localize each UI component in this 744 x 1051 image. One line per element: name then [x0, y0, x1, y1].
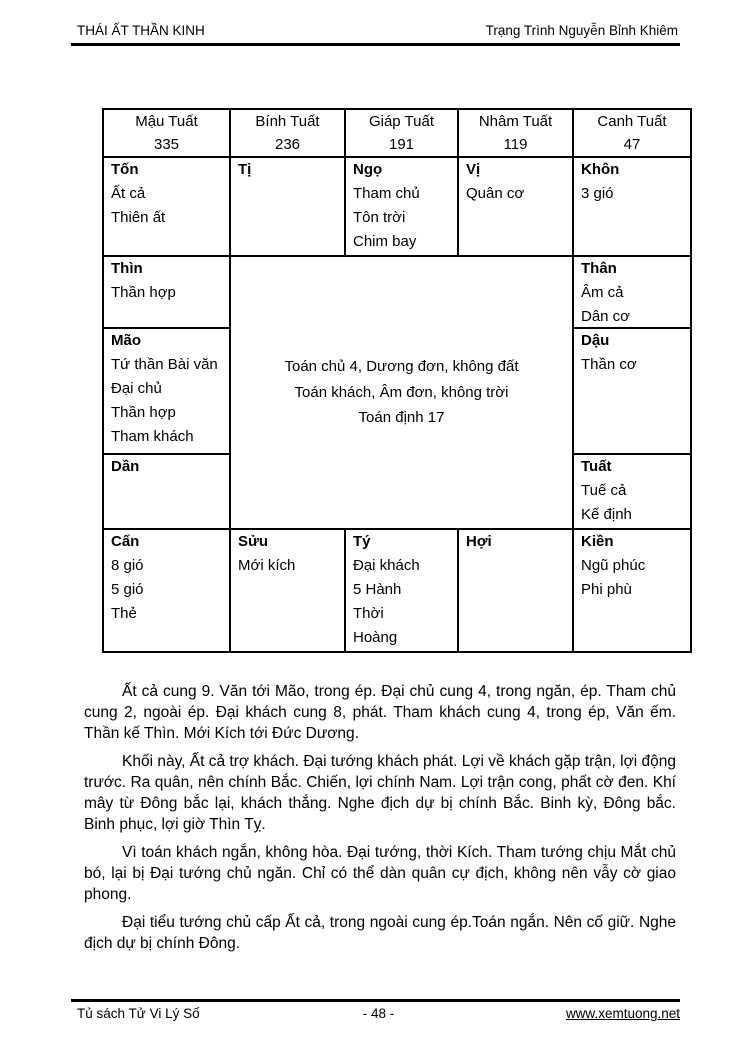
year-cell — [459, 110, 572, 156]
year-value: 236 — [274, 136, 301, 153]
footer-series-title: Tủ sách Tử Vi Lý Số — [77, 1006, 200, 1021]
palace-line: Ất cả — [111, 185, 146, 202]
palace-title: Tị — [238, 161, 252, 178]
author-name: Trạng Trình Nguyễn Bỉnh Khiêm — [485, 23, 678, 38]
palace-cell — [459, 530, 572, 651]
palace-cell — [231, 158, 344, 255]
year-cell — [231, 110, 344, 156]
year-value: 335 — [153, 136, 180, 153]
palace-line: Thời — [353, 605, 384, 622]
palace-line: Thiên ất — [111, 209, 166, 226]
body-paragraph: Khối này, Ất cả trợ khách. Đại tướng khách phát. Lợi về khách gặp trận, lợi động trước. Ra quân, nên chính Bắc. Chiến, lợi chính Nam. Lợi trận cong, phất cờ đen. Khí mây từ Đông bắc lại, khách thắng. Nghe địch dự bị chính Bắc. Binh kỳ, Đông bắc. Binh phục, lợi giờ Thìn Tỵ. — [84, 753, 676, 833]
thai-at-chart — [102, 108, 692, 653]
year-name: Mậu Tuất — [135, 113, 198, 130]
year-value: 191 — [388, 136, 415, 153]
palace-title: Sửu — [238, 533, 269, 550]
palace-cell — [346, 530, 457, 651]
chart-center-summary — [231, 257, 572, 528]
palace-title: Cấn — [111, 533, 140, 550]
palace-line: Thẻ — [111, 605, 137, 622]
palace-line: 5 Hành — [353, 581, 402, 598]
palace-title: Mão — [111, 332, 141, 349]
palace-title: Hợi — [466, 533, 492, 550]
palace-cell — [574, 530, 690, 651]
palace-line: Tham chủ — [353, 185, 420, 202]
palace-title: Kiền — [581, 533, 614, 550]
palace-cell — [104, 158, 229, 255]
palace-line: 8 gió — [111, 557, 144, 574]
palace-line: Tôn trời — [353, 209, 406, 226]
palace-cell — [346, 158, 457, 255]
page-footer — [77, 1006, 680, 1022]
palace-line: Tứ thần Bài văn — [111, 356, 218, 373]
book-title: THÁI ẤT THẦN KINH — [77, 23, 205, 38]
palace-line: Dân cơ — [581, 308, 631, 325]
body-paragraph: Ất cả cung 9. Văn tới Mão, trong ép. Đại chủ cung 4, trong ngăn, ép. Tham chủ cung 2, ngoài ép. Đại khách cung 8, phát. Tham khách cung 4, trong ép, Văn ếm. Thần kế Thìn. Mới Kích tới Đức Dương. — [84, 683, 676, 742]
page-header — [77, 23, 678, 39]
palace-title: Dần — [111, 458, 140, 475]
palace-title: Ngọ — [353, 161, 383, 178]
year-value: 47 — [623, 136, 641, 153]
palace-line: Mới kích — [238, 557, 296, 574]
palace-cell — [574, 257, 690, 327]
palace-cell — [574, 329, 690, 453]
palace-title: Tuất — [581, 458, 612, 475]
palace-cell — [459, 158, 572, 255]
palace-line: Quân cơ — [466, 185, 525, 202]
year-name: Bính Tuất — [255, 113, 320, 130]
palace-cell — [104, 329, 229, 453]
center-line: Toán khách, Âm đơn, không trời — [294, 383, 509, 401]
palace-line: Ngũ phúc — [581, 557, 646, 574]
palace-line: 3 gió — [581, 185, 614, 202]
palace-cell — [104, 455, 229, 528]
center-line: Toán chủ 4, Dương đơn, không đất — [284, 358, 519, 376]
footer-divider — [71, 999, 680, 1002]
palace-cell — [574, 455, 690, 528]
body-text — [84, 681, 676, 961]
palace-title: Tý — [353, 533, 371, 550]
year-value: 119 — [503, 136, 528, 153]
palace-line: Âm cả — [581, 284, 624, 301]
year-cell — [574, 110, 690, 156]
center-line: Toán định 17 — [358, 409, 445, 427]
palace-title: Vị — [466, 161, 481, 178]
palace-line: Phi phù — [581, 581, 632, 598]
year-name: Canh Tuất — [597, 113, 667, 130]
palace-line: Kế định — [581, 506, 632, 523]
palace-title: Thìn — [111, 260, 143, 277]
palace-title: Thân — [581, 260, 617, 277]
palace-line: Thần cơ — [581, 356, 637, 373]
palace-line: Thần hợp — [111, 404, 176, 421]
palace-cell — [231, 530, 344, 651]
year-cell — [346, 110, 457, 156]
header-divider — [71, 43, 680, 46]
palace-line: Đại chủ — [111, 380, 162, 397]
palace-line: Tham khách — [111, 428, 194, 445]
footer-page-number: - 48 - — [362, 1006, 395, 1021]
body-paragraph: Vì toán khách ngắn, không hòa. Đại tướng, thời Kích. Tham tướng chịu Mắt chủ bó, lại bị Đại tướng chủ ngăn. Chỉ có thể dàn quân cự địch, không nên vẫy cờ giao phong. — [84, 844, 676, 903]
palace-title: Dậu — [581, 332, 610, 349]
body-paragraph: Đại tiểu tướng chủ cấp Ất cả, trong ngoài cung ép.Toán ngắn. Nên cố giữ. Nghe địch dự bị chính Đông. — [84, 914, 676, 952]
palace-title: Khôn — [581, 161, 620, 178]
palace-cell — [104, 530, 229, 651]
palace-line: Đại khách — [353, 557, 420, 574]
year-name: Giáp Tuất — [368, 113, 435, 130]
year-cell — [104, 110, 229, 156]
palace-line: Thần hợp — [111, 284, 176, 301]
palace-cell — [574, 158, 690, 255]
year-name: Nhâm Tuất — [478, 113, 553, 130]
palace-title: Tốn — [111, 161, 139, 178]
palace-line: Hoàng — [353, 629, 398, 646]
palace-line: 5 gió — [111, 581, 144, 598]
palace-line: Tuế cả — [581, 482, 627, 499]
palace-cell — [104, 257, 229, 327]
palace-line: Chim bay — [353, 233, 417, 250]
footer-website-link[interactable]: www.xemtuong.net — [565, 1006, 680, 1021]
